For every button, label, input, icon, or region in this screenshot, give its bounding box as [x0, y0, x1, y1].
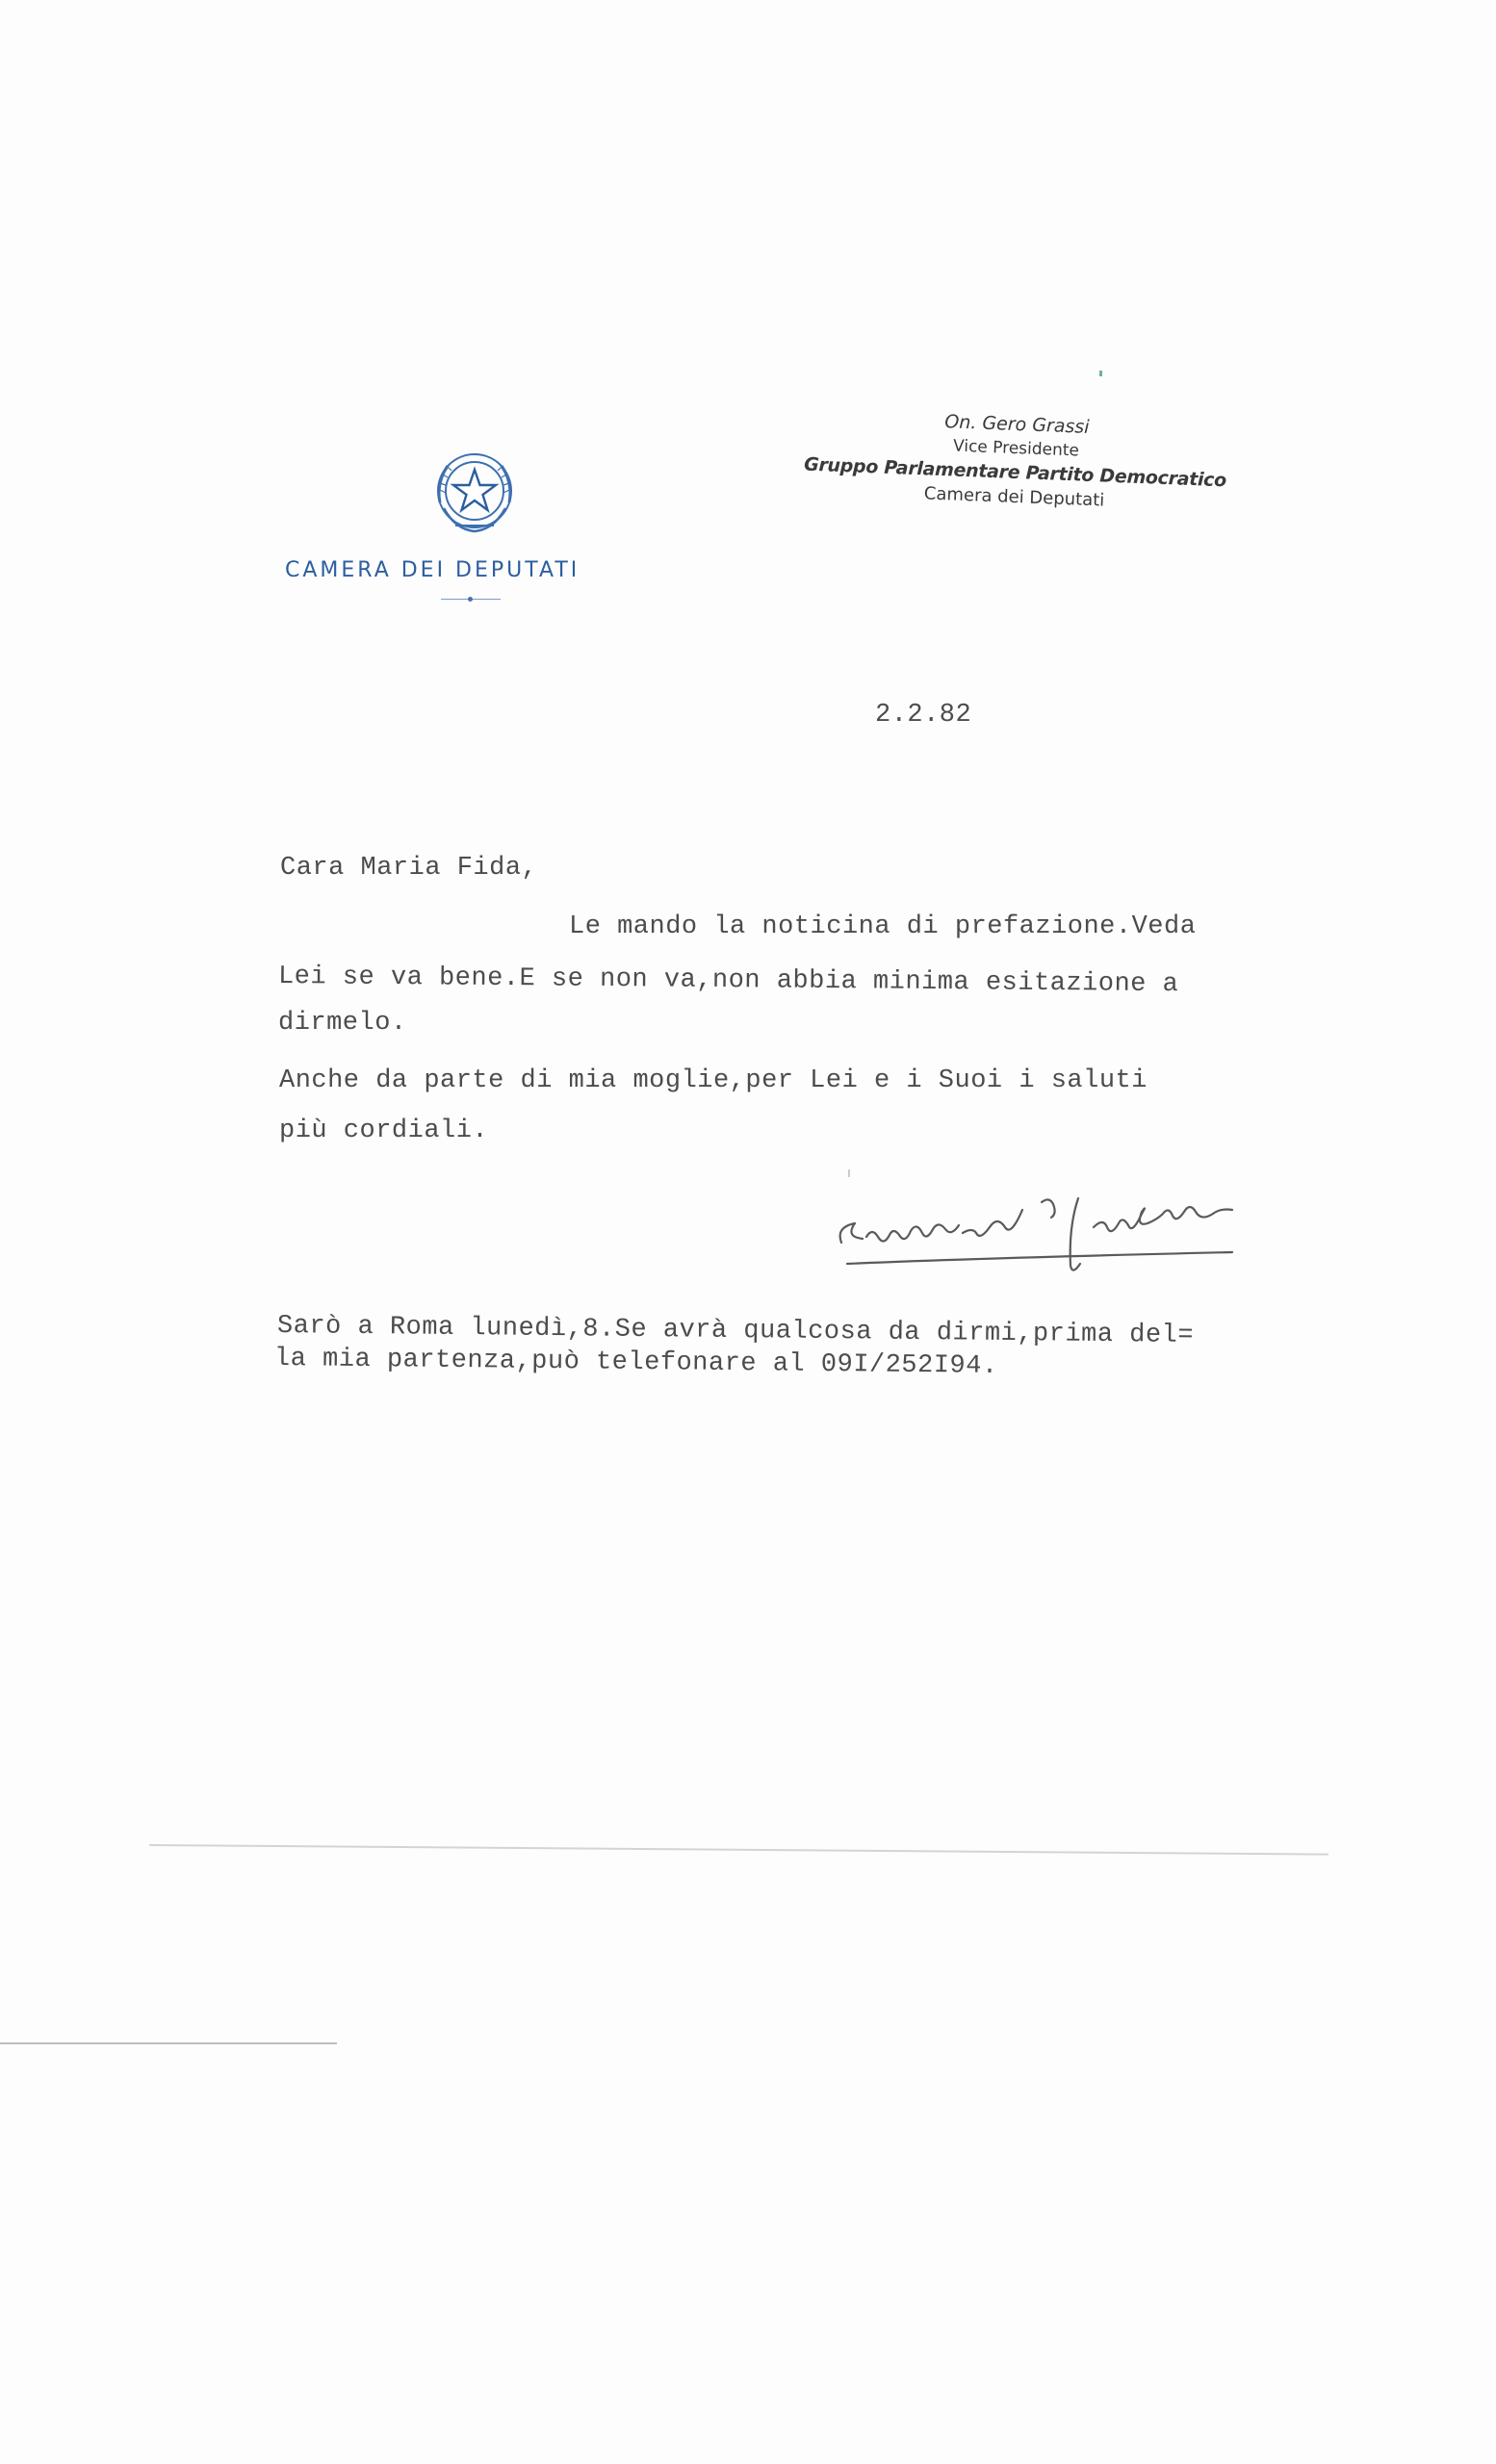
scan-edge-line [149, 1844, 1328, 1856]
letter-salutation: Cara Maria Fida, [280, 854, 538, 883]
letter-body-line: Le mando la noticina di prefazione.Veda [569, 912, 1197, 941]
postscript-line: Sarò a Roma lunedì,8.Se avrà qualcosa da dirmi,prima del= [276, 1312, 1195, 1350]
stamp-name: On. Gero Grassi [943, 411, 1090, 438]
handwritten-signature [828, 1160, 1290, 1285]
letter-body-line: Lei se va bene.E se non va,non abbia minima esitazione a [277, 962, 1179, 1000]
postscript-line: la mia partenza,può telefonare al 09I/252I94. [273, 1345, 998, 1381]
stamp-house: Camera dei Deputati [923, 483, 1105, 511]
letter-body-line: Anche da parte di mia moglie,per Lei e i Suoi i saluti [279, 1066, 1148, 1095]
letter-date: 2.2.82 [875, 701, 972, 730]
scan-edge-line [0, 2042, 337, 2044]
office-stamp [797, 403, 1234, 518]
italian-republic-emblem-icon [426, 445, 523, 541]
scan-speck [1099, 371, 1102, 376]
letter-body-line: dirmelo. [278, 1009, 407, 1038]
letterhead-divider-dot [468, 597, 473, 602]
letter-body-line: più cordiali. [279, 1116, 489, 1145]
stamp-role: Vice Presidente [952, 436, 1080, 461]
letterhead-title: CAMERA DEI DEPUTATI [285, 558, 580, 582]
stamp-group: Gruppo Parlamentare Partito Democratico [803, 453, 1227, 492]
